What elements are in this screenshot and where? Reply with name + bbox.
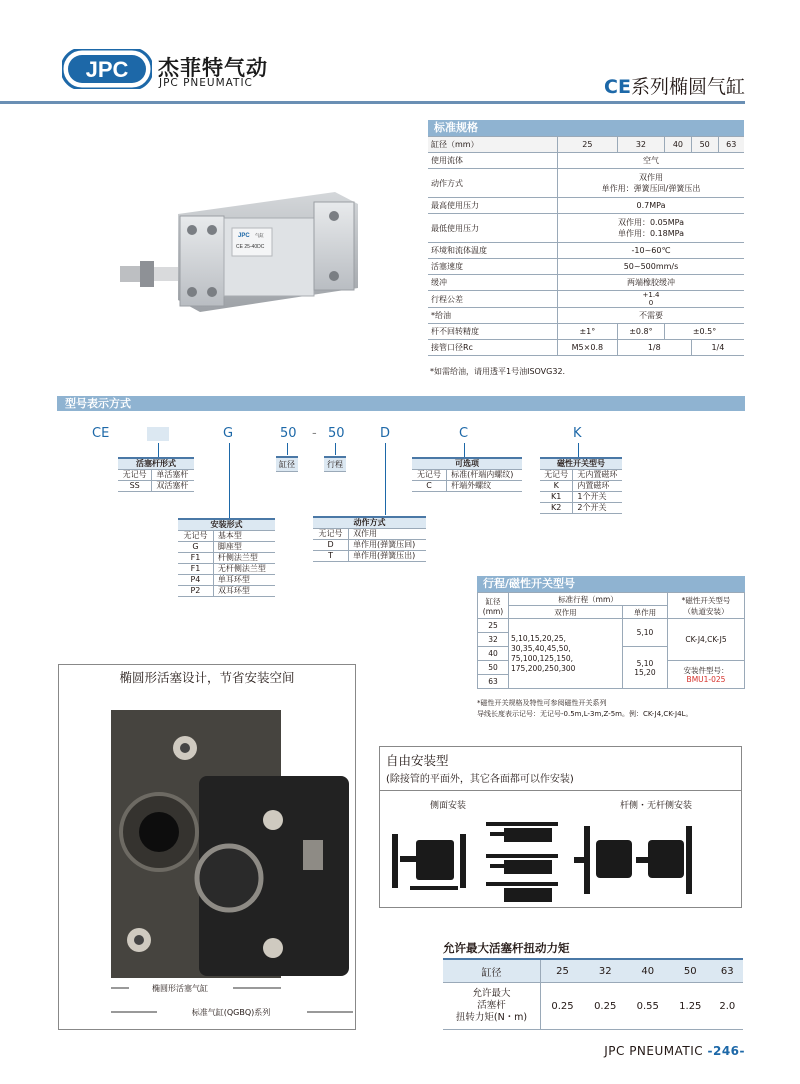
standard-label: 标准气缸(QGBQ)系列 (191, 1008, 271, 1017)
spec-row: 行程公差 +1.4 0 (428, 291, 744, 308)
title-rule (0, 101, 745, 104)
spec-table (428, 136, 744, 356)
page-number: -246- (707, 1044, 745, 1058)
mount-type-table: 安装形式 无记号 基本型 G 脚座型 F1 杆侧法兰型 F1 无杆侧法兰型 P4 单耳环型 P2 双耳环型 (178, 518, 275, 597)
table-row: F1 无杆侧法兰型 (178, 564, 275, 575)
table-row: 63 (478, 675, 745, 689)
bore-label: 缸径（mm） (428, 137, 558, 153)
col-single: 单作用 (622, 606, 667, 619)
leader-line (158, 443, 159, 457)
rod-type-table: 活塞杆形式 无记号 单活塞杆 SS 双活塞杆 (118, 457, 194, 492)
code-option: C (459, 426, 469, 441)
col-stroke: 标准行程（mm） (509, 593, 668, 606)
spec-row: *给油 不需要 (428, 308, 744, 324)
switch-note: *磁性开关规格及特性可参阅磁性开关系列 (477, 699, 607, 707)
table-row: T 单作用(弹簧压出) (313, 551, 426, 562)
spec-row: 活塞速度 50~500mm/s (428, 259, 744, 275)
code-dash: - (312, 426, 317, 441)
jpc-logo (62, 49, 152, 89)
model-heading: 型号表示方式 (57, 396, 745, 411)
table-row: 25 5,10,15,20,25, 30,35,40,45,50, 75,100,125,150, 175,200,250,300 5,10 CK-J4,CK-J5 (478, 619, 745, 633)
code-mount: G (223, 426, 234, 441)
switch-models: CK-J4,CK-J5 (668, 619, 745, 661)
leader-line (335, 443, 336, 455)
logo-text: JPC (85, 57, 129, 82)
table-row: K1 1个开关 (540, 492, 622, 503)
elliptical-title: 椭圆形活塞设计，节省安装空间 (119, 670, 295, 685)
bore-25: 25 (558, 137, 618, 153)
col-double: 双作用 (509, 606, 623, 619)
table-row: K2 2个开关 (540, 503, 622, 514)
mount-part-label: 安装件型号： (683, 665, 729, 675)
code-ce: CE (92, 426, 110, 441)
code-switch: K (573, 426, 582, 441)
rod-side-mount-label: 杆侧・无杆侧安装 (620, 801, 693, 811)
leader-line (464, 443, 465, 457)
title-text: 系列椭圆气缸 (630, 76, 745, 98)
leader-line (287, 443, 288, 455)
brand-chinese-name: 杰菲特气动 (158, 56, 268, 80)
stroke-switch-heading: 行程/磁性开关型号 (477, 576, 745, 592)
torque-title: 允许最大活塞杆扭动力矩 (443, 941, 570, 955)
footer (604, 1044, 745, 1058)
bore-63: 63 (718, 137, 744, 153)
table-row: 无记号 单活塞杆 (118, 470, 194, 481)
torque-value-row: 允许最大 活塞杆 扭转力矩(N・m) 0.25 0.25 0.55 1.25 2.0 (443, 983, 743, 1030)
table-row: 无记号 无内置磁环 (540, 470, 622, 481)
mounting-diagrams (386, 812, 736, 904)
brand-english-name: JPC PNEUMATIC (159, 77, 253, 89)
product-label-model: CE 25-40DC (236, 244, 265, 250)
leader-line (578, 443, 579, 457)
torque-header-row: 缸径 25 32 40 50 63 (443, 959, 743, 983)
table-row: G 脚座型 (178, 542, 275, 553)
spec-row: 杆不回转精度 ±1° ±0.8° ±0.5° (428, 324, 744, 340)
col-switch: *磁性开关型号 （轨道安装） (668, 593, 745, 619)
cylinder-product-image (120, 188, 360, 318)
bore-50: 50 (691, 137, 718, 153)
table-row: P4 单耳环型 (178, 575, 275, 586)
action-type-table: 动作方式 无记号 双作用 D 单作用(弹簧压回) T 单作用(弹簧压出) (313, 516, 426, 562)
col-bore: 缸径 (mm) (478, 593, 509, 619)
spec-row: 缓冲 两端橡胶缓冲 (428, 275, 744, 291)
code-stroke: 50 (328, 426, 345, 441)
wire-length-note: 导线长度表示记号：无记号-0.5m,L-3m,Z-5m。例：CK-J4,CK-J4L。 (477, 710, 693, 718)
spec-row: 使用流体 空气 (428, 153, 744, 169)
bore-40: 40 (665, 137, 692, 153)
spec-row: 最低使用压力 双作用：0.05MPa 单作用：0.18MPa (428, 214, 744, 243)
side-mount-label: 侧面安装 (430, 801, 467, 811)
option-table: 可选项 无记号 标准(杆端内螺纹) C 杆端外螺纹 (412, 457, 522, 492)
table-row: SS 双活塞杆 (118, 481, 194, 492)
table-row: 无记号 双作用 (313, 529, 426, 540)
footer-brand: JPC PNEUMATIC (604, 1044, 704, 1058)
table-row: 40 5,10 15,20 (478, 647, 745, 661)
stroke-tag: 行程 (324, 456, 346, 472)
mount-part-model: BMU1-025 (686, 674, 726, 684)
stroke-switch-table (477, 592, 745, 689)
table-row: P2 双耳环型 (178, 586, 275, 597)
elliptical-comparison-photo (59, 692, 355, 1029)
title-series: CE (604, 76, 631, 98)
table-row: C 杆端外螺纹 (412, 481, 522, 492)
spec-note: *如需给油，请用透平1号油ISOVG32. (430, 367, 566, 376)
table-row: 32 (478, 633, 745, 647)
torque-table (443, 958, 743, 1030)
product-label-brand: JPC (238, 233, 250, 239)
table-row: 50 安装件型号： BMU1-025 (478, 661, 745, 675)
spec-row: 最高使用压力 0.7MPa (428, 198, 744, 214)
free-mount-title: 自由安装型 (386, 753, 449, 768)
spec-row: 环境和流体温度 -10~60℃ (428, 243, 744, 259)
bore-tag: 缸径 (276, 456, 298, 472)
single-strokes-a: 5,10 (622, 619, 667, 647)
single-strokes-b: 5,10 15,20 (622, 647, 667, 689)
page-title (604, 72, 745, 99)
product-label-text1: 气缸 (255, 234, 264, 239)
code-action: D (380, 426, 391, 441)
table-row: F1 杆侧法兰型 (178, 553, 275, 564)
bore-32: 32 (617, 137, 664, 153)
switch-table: 磁性开关型号 无记号 无内置磁环 K 内置磁环 K1 1个开关 K2 2个开关 (540, 457, 622, 514)
spec-row: 接管口径Rc M5×0.8 1/8 1/4 (428, 340, 744, 356)
double-strokes: 5,10,15,20,25, 30,35,40,45,50, 75,100,125,150, 175,200,250,300 (509, 619, 623, 689)
leader-line (385, 443, 386, 515)
elliptical-label: 椭圆形活塞气缸 (152, 984, 208, 993)
table-row: K 内置磁环 (540, 481, 622, 492)
table-row: 无记号 基本型 (178, 531, 275, 542)
leader-line (229, 443, 230, 518)
code-bore: 50 (280, 426, 297, 441)
spec-row: 动作方式 双作用 单作用：弹簧压回/弹簧压出 (428, 169, 744, 198)
divider (379, 790, 742, 791)
table-row: 无记号 标准(杆端内螺纹) (412, 470, 522, 481)
spec-heading: 标准规格 (428, 120, 744, 136)
table-row: D 单作用(弹簧压回) (313, 540, 426, 551)
code-blank-box (147, 427, 169, 441)
spec-header-row (428, 137, 744, 153)
free-mount-subtitle: (除接管的平面外，其它各面都可以作安装) (386, 774, 574, 785)
